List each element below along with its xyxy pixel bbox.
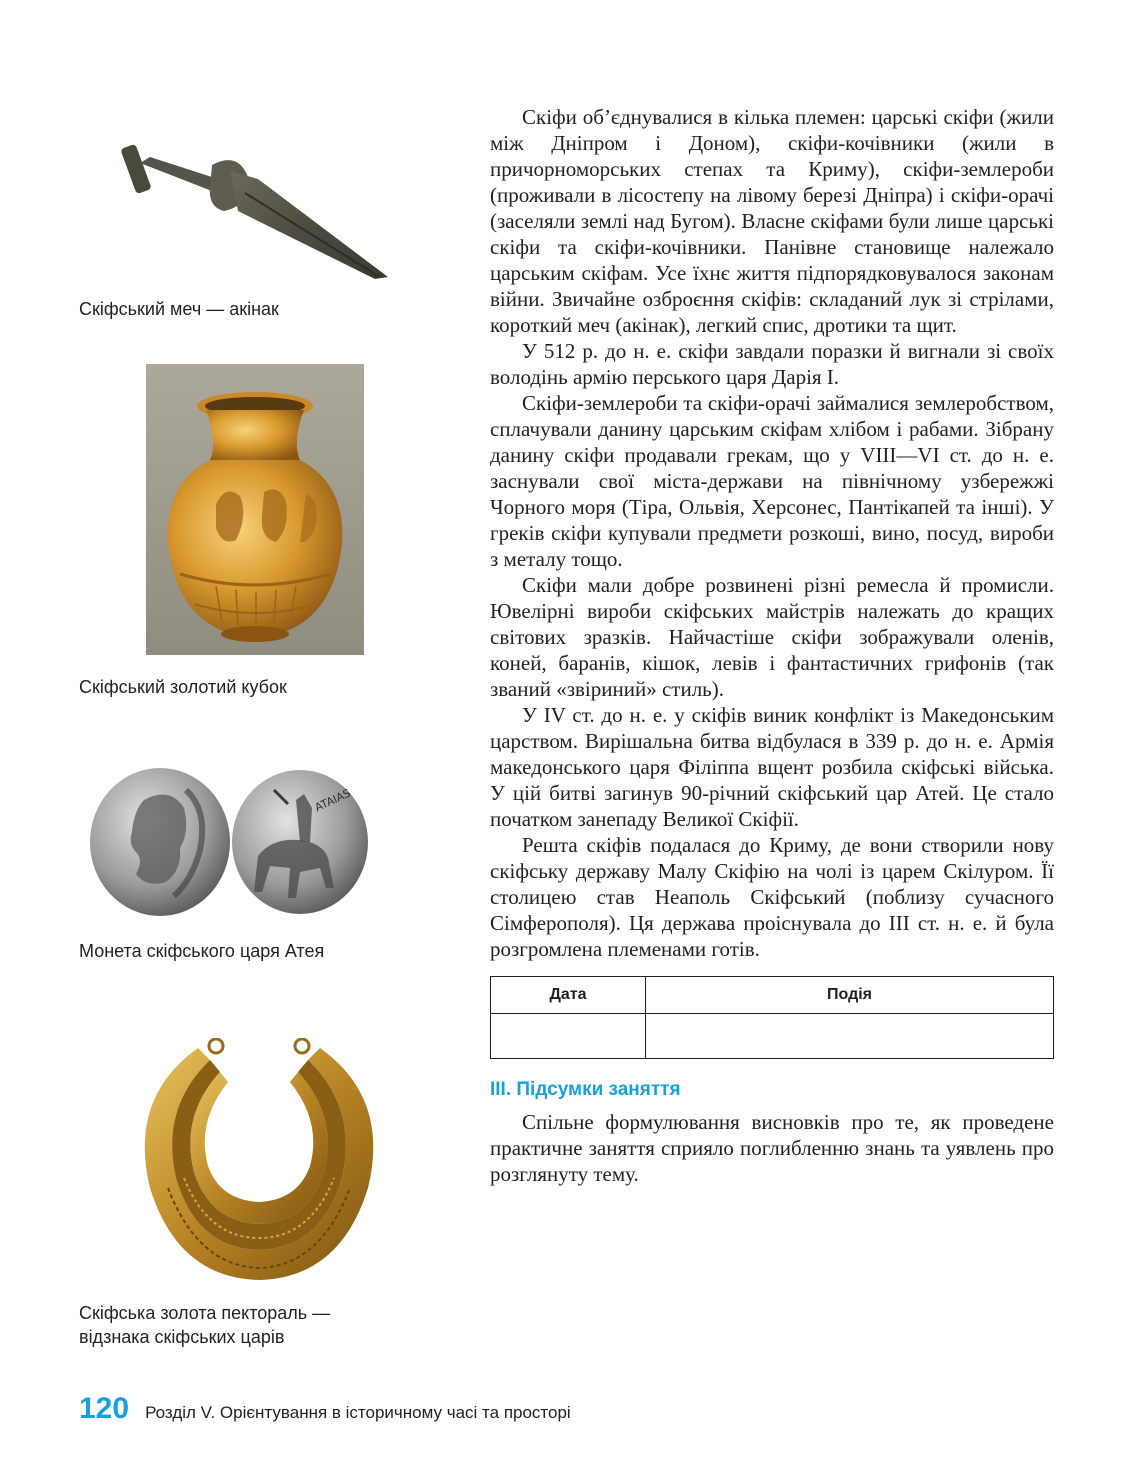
paragraph-tribes: Скіфи об’єднувалися в кілька племен: царські скіфи (жили між Дніпром і Доном), скіфи-кочівники (жили в причорноморських степах та Криму), скіфи-землероби (проживали в лісостепу на лівому березі Дніпра) і скіфи-орачі (заселяли землі над Бугом). Власне скіфами були лише царські скіфи та скіфи-кочівники. Панівне становище належало царським скіфам. Усе їхнє життя підпорядковувалося законам війни. Звичайне озброєння скіфів: складаний лук зі стрілами, короткий меч (акінак), легкий спис, дротики та щит. [490,105,1054,337]
text-column [490,104,1054,1187]
akinak-sword-image [120,115,395,285]
pectoral-caption-line2: відзнака скіфських царів [79,1327,285,1347]
paragraph-crimea: Решта скіфів подалася до Криму, де вони створили нову скіфську державу Малу Скіфію на чолі із царем Скілуром. Її столицею став Неаполь Скіфський (поблизу сучасного Сімферополя). Ця держава проіснувала до ІІІ ст. н. е. й була розгромлена племенами готів. [490,833,1054,961]
paragraph-darius: У 512 р. до н. е. скіфи завдали поразки й вигнали зі своїх володінь армію перського царя Дарія І. [490,339,1054,389]
table-cell-event[interactable] [646,1014,1054,1059]
column-header-date: Дата [491,977,646,1014]
table-row [491,1014,1054,1059]
golden-pectoral-image [138,1038,380,1284]
page-number: 120 [79,1392,130,1425]
chapter-title: Розділ V. Орієнтування в історичному часі та просторі [145,1403,571,1422]
cup-caption: Скіфський золотий кубок [79,677,287,697]
golden-cup-image [146,364,364,655]
date-event-table [490,976,1054,1059]
coin-caption: Монета скіфського царя Атея [79,941,325,961]
page-footer [79,1392,571,1426]
section-heading: ІІІ. Підсумки заняття [490,1079,681,1100]
summary-paragraph: Спільне формулювання висновків про те, як проведене практичне заняття сприяло поглибленню знань та уявлень про розглянуту тему. [490,1110,1054,1186]
table-cell-date[interactable] [491,1014,646,1059]
paragraph-farmers: Скіфи-землероби та скіфи-орачі займалися землеробством, сплачували данину царським скіфам хлібом і рабами. Зібрану данину скіфи продавали грекам, що у VIII—VI ст. до н. е. заснували свої міста-держави на північному узбережжі Чорного моря (Тіра, Ольвія, Херсонес, Пантікапей та інші). У греків скіфи купували предмети розкоші, вино, посуд, вироби з металу тощо. [490,391,1054,571]
coin-inscription: ATAIAS [312,786,353,815]
ateas-coin-image [88,760,370,920]
column-header-event: Подія [646,977,1054,1014]
pectoral-caption [79,1301,330,1349]
paragraph-crafts: Скіфи мали добре розвинені різні ремесла й промисли. Ювелірні вироби скіфських майстрів належать до кращих світових зразків. Найчастіше скіфи зображували оленів, коней, баранів, кішок, левів і фантастичних грифонів (так званий «звіриний» стиль). [490,573,1054,701]
sword-caption: Скіфський меч — акінак [79,299,279,319]
table-header-row [491,977,1054,1014]
paragraph-macedonia: У IV ст. до н. е. у скіфів виник конфлікт із Македонським царством. Вирішальна битва відбулася в 339 р. до н. е. Армія македонського царя Філіппа вщент розбила скіфські війська. У цій битві загинув 90-річний скіфський цар Атей. Це стало початком занепаду Великої Скіфії. [490,703,1054,831]
pectoral-caption-line1: Скіфська золота пектораль — [79,1303,331,1323]
